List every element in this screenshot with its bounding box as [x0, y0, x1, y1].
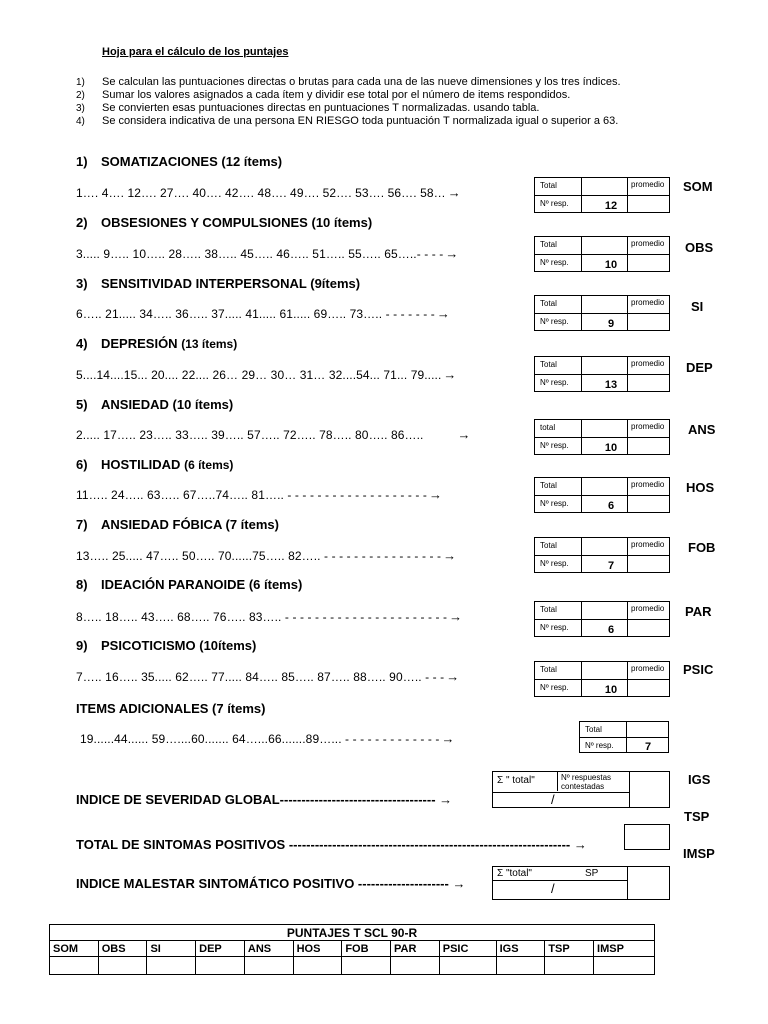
table-row [50, 957, 655, 975]
instruction-1: 1) Se calculan las puntuaciones directas o brutas para cada una de las nueve dimensiones y los tres índices. [76, 76, 621, 88]
score-box[interactable]: total promedio Nº resp. 10 [534, 419, 670, 455]
dimension-code: PSIC [683, 662, 714, 677]
table-header-cell: DEP [196, 941, 245, 957]
igs-label: INDICE DE SEVERIDAD GLOBAL------------------------------------ → [76, 792, 453, 807]
score-cell[interactable] [244, 957, 293, 975]
instruction-3: 3) Se convierten esas puntuaciones directas en puntuaciones T normalizadas. usando tabla. [76, 102, 540, 114]
table-header-cell: IGS [496, 941, 545, 957]
table-caption: PUNTAJES T SCL 90-R [50, 925, 655, 941]
score-cell[interactable] [196, 957, 245, 975]
table-header-cell: ANS [244, 941, 293, 957]
score-box[interactable]: Total promedio Nº resp. 10 [534, 661, 670, 697]
score-cell[interactable] [293, 957, 342, 975]
section-heading: 9) PSICOTICISMO (10ítems) [76, 638, 257, 653]
section-heading: 5) ANSIEDAD (10 ítems) [76, 397, 234, 412]
score-box[interactable]: Total promedio Nº resp. 6 [534, 601, 670, 637]
dimension-code: HOS [686, 480, 715, 495]
item-list: 1…. 4…. 12…. 27…. 40…. 42…. 48…. 49…. 52…. 53…. 56…. 58… → [76, 185, 461, 200]
item-list: 2..... 17….. 23….. 33….. 39….. 57….. 72….. 78….. 80….. 86….. → [76, 427, 471, 442]
item-list: 7….. 16….. 35..... 62….. 77..... 84….. 85….. 87….. 88….. 90….. - - - → [76, 669, 460, 684]
imsp-code: IMSP [683, 846, 715, 861]
score-cell[interactable] [439, 957, 496, 975]
item-list: 11….. 24….. 63….. 67…..74….. 81….. - - - - - - - - - - - - - - - - - - - → [76, 487, 443, 502]
dimension-code: PAR [685, 604, 712, 619]
table-header-cell: SI [147, 941, 196, 957]
table-header-cell: OBS [98, 941, 147, 957]
table-header-cell: SOM [50, 941, 99, 957]
dimension-code: OBS [685, 240, 714, 255]
item-list: 6….. 21..... 34….. 36….. 37..... 41..... 61..... 69….. 73….. - - - - - - - → [76, 306, 450, 321]
table-header-cell: PSIC [439, 941, 496, 957]
imsp-box[interactable]: Σ "total" SP / [492, 866, 670, 900]
score-cell[interactable] [594, 957, 655, 975]
table-header-cell: IMSP [594, 941, 655, 957]
dimension-code: DEP [686, 360, 713, 375]
additional-heading: ITEMS ADICIONALES (7 ítems) [76, 701, 266, 716]
section-heading: 4) DEPRESIÓN (13 ítems) [76, 336, 238, 351]
score-box[interactable]: Total promedio Nº resp. 12 [534, 177, 670, 213]
dimension-code: FOB [688, 540, 716, 555]
scores-table [49, 924, 655, 975]
section-heading: 3) SENSITIVIDAD INTERPERSONAL (9ítems) [76, 276, 361, 291]
score-box[interactable]: Total promedio Nº resp. 7 [534, 537, 670, 573]
score-cell[interactable] [98, 957, 147, 975]
score-cell[interactable] [391, 957, 440, 975]
dimension-code: SI [691, 299, 704, 314]
additional-score-box[interactable]: Total Nº resp. 7 [579, 721, 669, 753]
item-list: 8….. 18….. 43….. 68….. 76….. 83….. - - - - - - - - - - - - - - - - - - - - - - → [76, 609, 463, 624]
section-heading: 8) IDEACIÓN PARANOIDE (6 ítems) [76, 577, 303, 592]
igs-box[interactable]: Σ " total" Nº respuestas contestadas / [492, 771, 630, 808]
table-header-cell: PAR [391, 941, 440, 957]
score-cell[interactable] [545, 957, 594, 975]
page-title: Hoja para el cálculo de los puntajes [102, 46, 289, 58]
tsp-code: TSP [684, 809, 710, 824]
score-cell[interactable] [50, 957, 99, 975]
section-heading: 2) OBSESIONES Y COMPULSIONES (10 ítems) [76, 215, 373, 230]
section-heading: 7) ANSIEDAD FÓBICA (7 ítems) [76, 517, 279, 532]
table-header-cell: HOS [293, 941, 342, 957]
imsp-label: INDICE MALESTAR SINTOMÁTICO POSITIVO --------------------- → [76, 876, 466, 891]
score-box[interactable]: Total promedio Nº resp. 9 [534, 295, 670, 331]
score-box[interactable]: Total promedio Nº resp. 6 [534, 477, 670, 513]
table-header-cell: TSP [545, 941, 594, 957]
dimension-code: ANS [688, 422, 716, 437]
score-cell[interactable] [147, 957, 196, 975]
igs-code: IGS [688, 772, 711, 787]
item-list: 3..... 9….. 10….. 28….. 38….. 45….. 46….. 51….. 55….. 65…..- - - - → [76, 246, 459, 261]
tsp-result-box[interactable] [624, 824, 670, 850]
tsp-label: TOTAL DE SINTOMAS POSITIVOS ----------------------------------------------------------------- → [76, 837, 587, 852]
igs-result-box[interactable] [630, 771, 670, 808]
table-header-row [50, 941, 655, 957]
table-header-cell: FOB [342, 941, 391, 957]
item-list: 19......44...... 59…....60....... 64…...66.......89…... - - - - - - - - - - - - - → [80, 731, 455, 746]
section-heading: 1) SOMATIZACIONES (12 ítems) [76, 154, 283, 169]
instruction-2: 2) Sumar los valores asignados a cada ítem y dividir ese total por el número de items respondidos. [76, 89, 571, 101]
dimension-code: SOM [683, 179, 713, 194]
item-list: 13….. 25..... 47….. 50….. 70......75….. 82….. - - - - - - - - - - - - - - - - → [76, 548, 457, 563]
item-list: 5....14....15... 20.... 22.... 26… 29… 30… 31… 32....54... 71... 79..... → [76, 367, 457, 382]
score-box[interactable]: Total promedio Nº resp. 10 [534, 236, 670, 272]
section-heading: 6) HOSTILIDAD (6 ítems) [76, 457, 234, 472]
score-cell[interactable] [496, 957, 545, 975]
instruction-4: 4) Se considera indicativa de una persona EN RIESGO toda puntuación T normalizada igual o superior a 63. [76, 115, 619, 127]
score-cell[interactable] [342, 957, 391, 975]
score-box[interactable]: Total promedio Nº resp. 13 [534, 356, 670, 392]
